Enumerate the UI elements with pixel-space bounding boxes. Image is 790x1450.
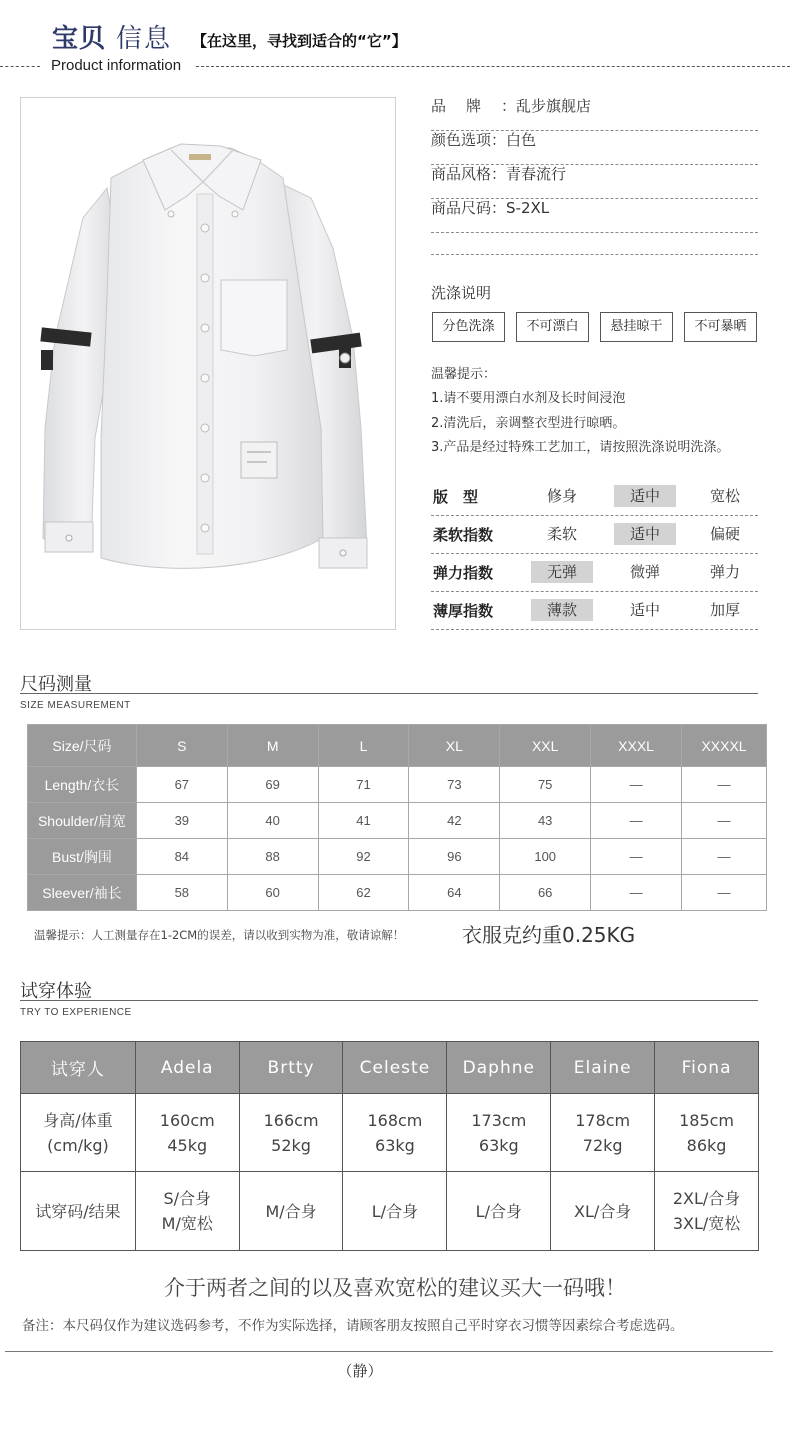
info-row-blank <box>431 221 758 255</box>
size-cell: 39 <box>136 803 227 839</box>
cell-line: 160cm <box>159 1110 215 1130</box>
size-row-label: Shoulder/肩宽 <box>28 803 137 839</box>
tip-item: 3.产品是经过特殊工艺加工，请按照洗涤说明洗涤。 <box>431 440 730 455</box>
header-title-bold: 宝贝 <box>52 24 107 54</box>
size-cell: 92 <box>318 839 409 875</box>
cell-line: 185cm <box>679 1110 735 1130</box>
try-cell <box>135 1172 239 1251</box>
try-cell <box>135 1094 239 1172</box>
tips-title: 温馨提示： <box>431 367 497 382</box>
header-dash-right <box>196 66 790 67</box>
wash-label-hang-dry: 悬挂晾干 <box>600 312 673 342</box>
cell-line: 166cm <box>263 1110 319 1130</box>
size-cell: 62 <box>318 875 409 911</box>
size-cell: — <box>591 839 682 875</box>
cell-line: 168cm <box>367 1110 423 1130</box>
try-header-cell: Brtty <box>239 1042 343 1094</box>
cell-line: M/合身 <box>265 1201 317 1221</box>
size-header-cell: XXL <box>500 725 591 767</box>
size-advice: 介于两者之间的以及喜欢宽松的建议买大一码哦！ <box>164 1276 626 1300</box>
feel-option-selected: 适中 <box>614 485 676 507</box>
size-row-label: Bust/胸围 <box>28 839 137 875</box>
table-row <box>28 803 767 839</box>
size-cell: 84 <box>136 839 227 875</box>
feel-row <box>431 516 758 554</box>
info-key: 商品风格 <box>431 165 492 183</box>
try-cell <box>655 1172 759 1251</box>
size-cell: 96 <box>409 839 500 875</box>
try-cell <box>551 1094 655 1172</box>
feel-option: 柔软 <box>546 525 577 543</box>
try-cell <box>343 1094 447 1172</box>
footer-rule <box>5 1351 773 1352</box>
feel-row <box>431 554 758 592</box>
feel-option: 偏硬 <box>709 525 740 543</box>
size-cell: — <box>682 839 767 875</box>
table-row <box>28 839 767 875</box>
cell-line: 173cm <box>471 1110 527 1130</box>
measure-note: 温馨提示：人工测量存在1-2CM的误差，请以收到实物为准，敬请谅解！ <box>34 928 405 942</box>
size-cell: 75 <box>500 767 591 803</box>
try-header-cell: Fiona <box>655 1042 759 1094</box>
cell-line: 45kg <box>167 1135 208 1155</box>
feel-option: 弹力 <box>709 563 740 581</box>
size-table-header <box>28 725 767 767</box>
info-value: 白色 <box>506 131 537 149</box>
info-value: S-2XL <box>506 199 550 217</box>
feel-label: 柔软指数 <box>433 526 494 544</box>
size-cell: — <box>591 803 682 839</box>
feel-row <box>431 478 758 516</box>
try-cell <box>239 1172 343 1251</box>
try-cell <box>551 1172 655 1251</box>
try-cell <box>655 1094 759 1172</box>
size-header-cell: Size/尺码 <box>28 725 137 767</box>
size-header-cell: S <box>136 725 227 767</box>
info-key: 品牌 <box>431 97 502 115</box>
try-header-cell: Celeste <box>343 1042 447 1094</box>
cell-line: 86kg <box>686 1135 727 1155</box>
header-dash-left <box>0 66 40 67</box>
feel-label: 版 型 <box>433 488 479 506</box>
cell-line: (cm/kg) <box>47 1135 109 1155</box>
cell-line: S/合身 <box>163 1189 212 1208</box>
size-cell: 60 <box>227 875 318 911</box>
cell-line: L/合身 <box>371 1201 419 1221</box>
size-section-rule <box>20 693 758 694</box>
page-header <box>0 0 790 80</box>
weight-note: 衣服克约重0.25KG <box>462 923 636 947</box>
size-cell: 43 <box>500 803 591 839</box>
info-row-size: 商品尺码：S-2XL <box>431 199 758 233</box>
size-cell: 40 <box>227 803 318 839</box>
size-cell: 73 <box>409 767 500 803</box>
try-section-title: 试穿体验 <box>20 981 92 1002</box>
size-section-title: 尺码测量 <box>20 674 92 695</box>
wash-label-no-bleach: 不可漂白 <box>516 312 589 342</box>
size-cell: 67 <box>136 767 227 803</box>
size-table <box>27 724 767 911</box>
tip-item: 2.清洗后，亲调整衣型进行晾晒。 <box>431 416 626 431</box>
cell-line: 72kg <box>582 1135 623 1155</box>
try-header-cell: Adela <box>135 1042 239 1094</box>
size-cell: 64 <box>409 875 500 911</box>
try-cell <box>343 1172 447 1251</box>
cell-line: M/宽松 <box>161 1214 213 1233</box>
try-row-fit-result <box>21 1172 759 1251</box>
cell-line: 63kg <box>478 1135 519 1155</box>
cell-line: 63kg <box>375 1135 415 1155</box>
tip-item: 1.请不要用漂白水剂及长时间浸泡 <box>431 391 626 406</box>
size-cell: 69 <box>227 767 318 803</box>
feel-option-selected: 适中 <box>614 523 676 545</box>
header-title-light: 信息 <box>116 24 173 54</box>
try-header-cell: 试穿人 <box>21 1042 136 1094</box>
size-cell: — <box>682 767 767 803</box>
size-remark: 备注：本尺码仅作为建议选码参考，不作为实际选择，请顾客朋友按照自己平时穿衣习惯等因素综合考虑选码。 <box>22 1318 684 1334</box>
washing-title: 洗涤说明 <box>431 284 492 302</box>
size-cell: 66 <box>500 875 591 911</box>
try-section-subtitle: TRY TO EXPERIENCE <box>20 1007 132 1018</box>
feel-label: 薄厚指数 <box>433 602 494 620</box>
size-cell: 71 <box>318 767 409 803</box>
try-header-cell: Elaine <box>551 1042 655 1094</box>
info-row-color: 颜色选项：白色 <box>431 131 758 165</box>
shirt-image <box>21 98 396 630</box>
size-header-cell: XL <box>409 725 500 767</box>
size-cell: 58 <box>136 875 227 911</box>
header-subtitle: Product information <box>47 57 185 74</box>
try-cell <box>447 1172 551 1251</box>
try-header-cell: Daphne <box>447 1042 551 1094</box>
feel-label: 弹力指数 <box>433 564 494 582</box>
size-cell: 88 <box>227 839 318 875</box>
feel-option: 修身 <box>546 487 577 505</box>
size-cell: 41 <box>318 803 409 839</box>
cell-line: 52kg <box>271 1135 311 1155</box>
cell-line: 3XL/宽松 <box>672 1214 741 1233</box>
info-value: 乱步旗舰店 <box>516 97 592 115</box>
wash-label-no-sun: 不可暴晒 <box>684 312 757 342</box>
try-row-label <box>21 1172 136 1251</box>
table-row <box>28 767 767 803</box>
feel-option-selected: 薄款 <box>531 599 593 621</box>
feel-option: 加厚 <box>709 601 740 619</box>
size-header-cell: L <box>318 725 409 767</box>
info-row-brand: 品牌：乱步旗舰店 <box>431 97 758 131</box>
size-cell: — <box>591 767 682 803</box>
feel-option-selected: 无弹 <box>531 561 593 583</box>
size-cell: — <box>682 803 767 839</box>
cell-line: XL/合身 <box>574 1201 632 1221</box>
feel-option: 宽松 <box>709 487 740 505</box>
cell-line: 试穿码/结果 <box>35 1201 121 1221</box>
cell-line: L/合身 <box>475 1201 522 1221</box>
cell-line: 身高/体重 <box>43 1110 113 1130</box>
try-cell <box>239 1094 343 1172</box>
wash-label-separate: 分色洗涤 <box>432 312 505 342</box>
info-value: 青春流行 <box>506 165 567 183</box>
try-row-label <box>21 1094 136 1172</box>
try-row-height-weight <box>21 1094 759 1172</box>
try-table-header <box>21 1042 759 1094</box>
try-cell <box>447 1094 551 1172</box>
info-key: 颜色选项 <box>431 131 492 149</box>
try-section-rule <box>20 1000 758 1001</box>
header-tagline: 【在这里，寻找到适合的“它”】 <box>192 32 407 50</box>
try-on-table <box>20 1041 759 1251</box>
size-row-label: Length/衣长 <box>28 767 137 803</box>
size-header-cell: XXXL <box>591 725 682 767</box>
feel-option: 适中 <box>629 601 660 619</box>
size-cell: 100 <box>500 839 591 875</box>
cell-line: 2XL/合身 <box>672 1189 741 1208</box>
size-header-cell: XXXXL <box>682 725 767 767</box>
size-cell: — <box>591 875 682 911</box>
size-cell: 42 <box>409 803 500 839</box>
size-row-label: Sleever/袖长 <box>28 875 137 911</box>
product-photo <box>20 97 396 630</box>
info-key: 商品尺码 <box>431 199 492 217</box>
size-section-subtitle: SIZE MEASUREMENT <box>20 700 131 711</box>
table-row <box>28 875 767 911</box>
cell-line: 178cm <box>575 1110 631 1130</box>
size-cell: — <box>682 875 767 911</box>
footer-text: （静） <box>337 1362 383 1380</box>
feel-row <box>431 592 758 630</box>
size-header-cell: M <box>227 725 318 767</box>
feel-option: 微弹 <box>629 563 660 581</box>
info-row-style: 商品风格：青春流行 <box>431 165 758 199</box>
